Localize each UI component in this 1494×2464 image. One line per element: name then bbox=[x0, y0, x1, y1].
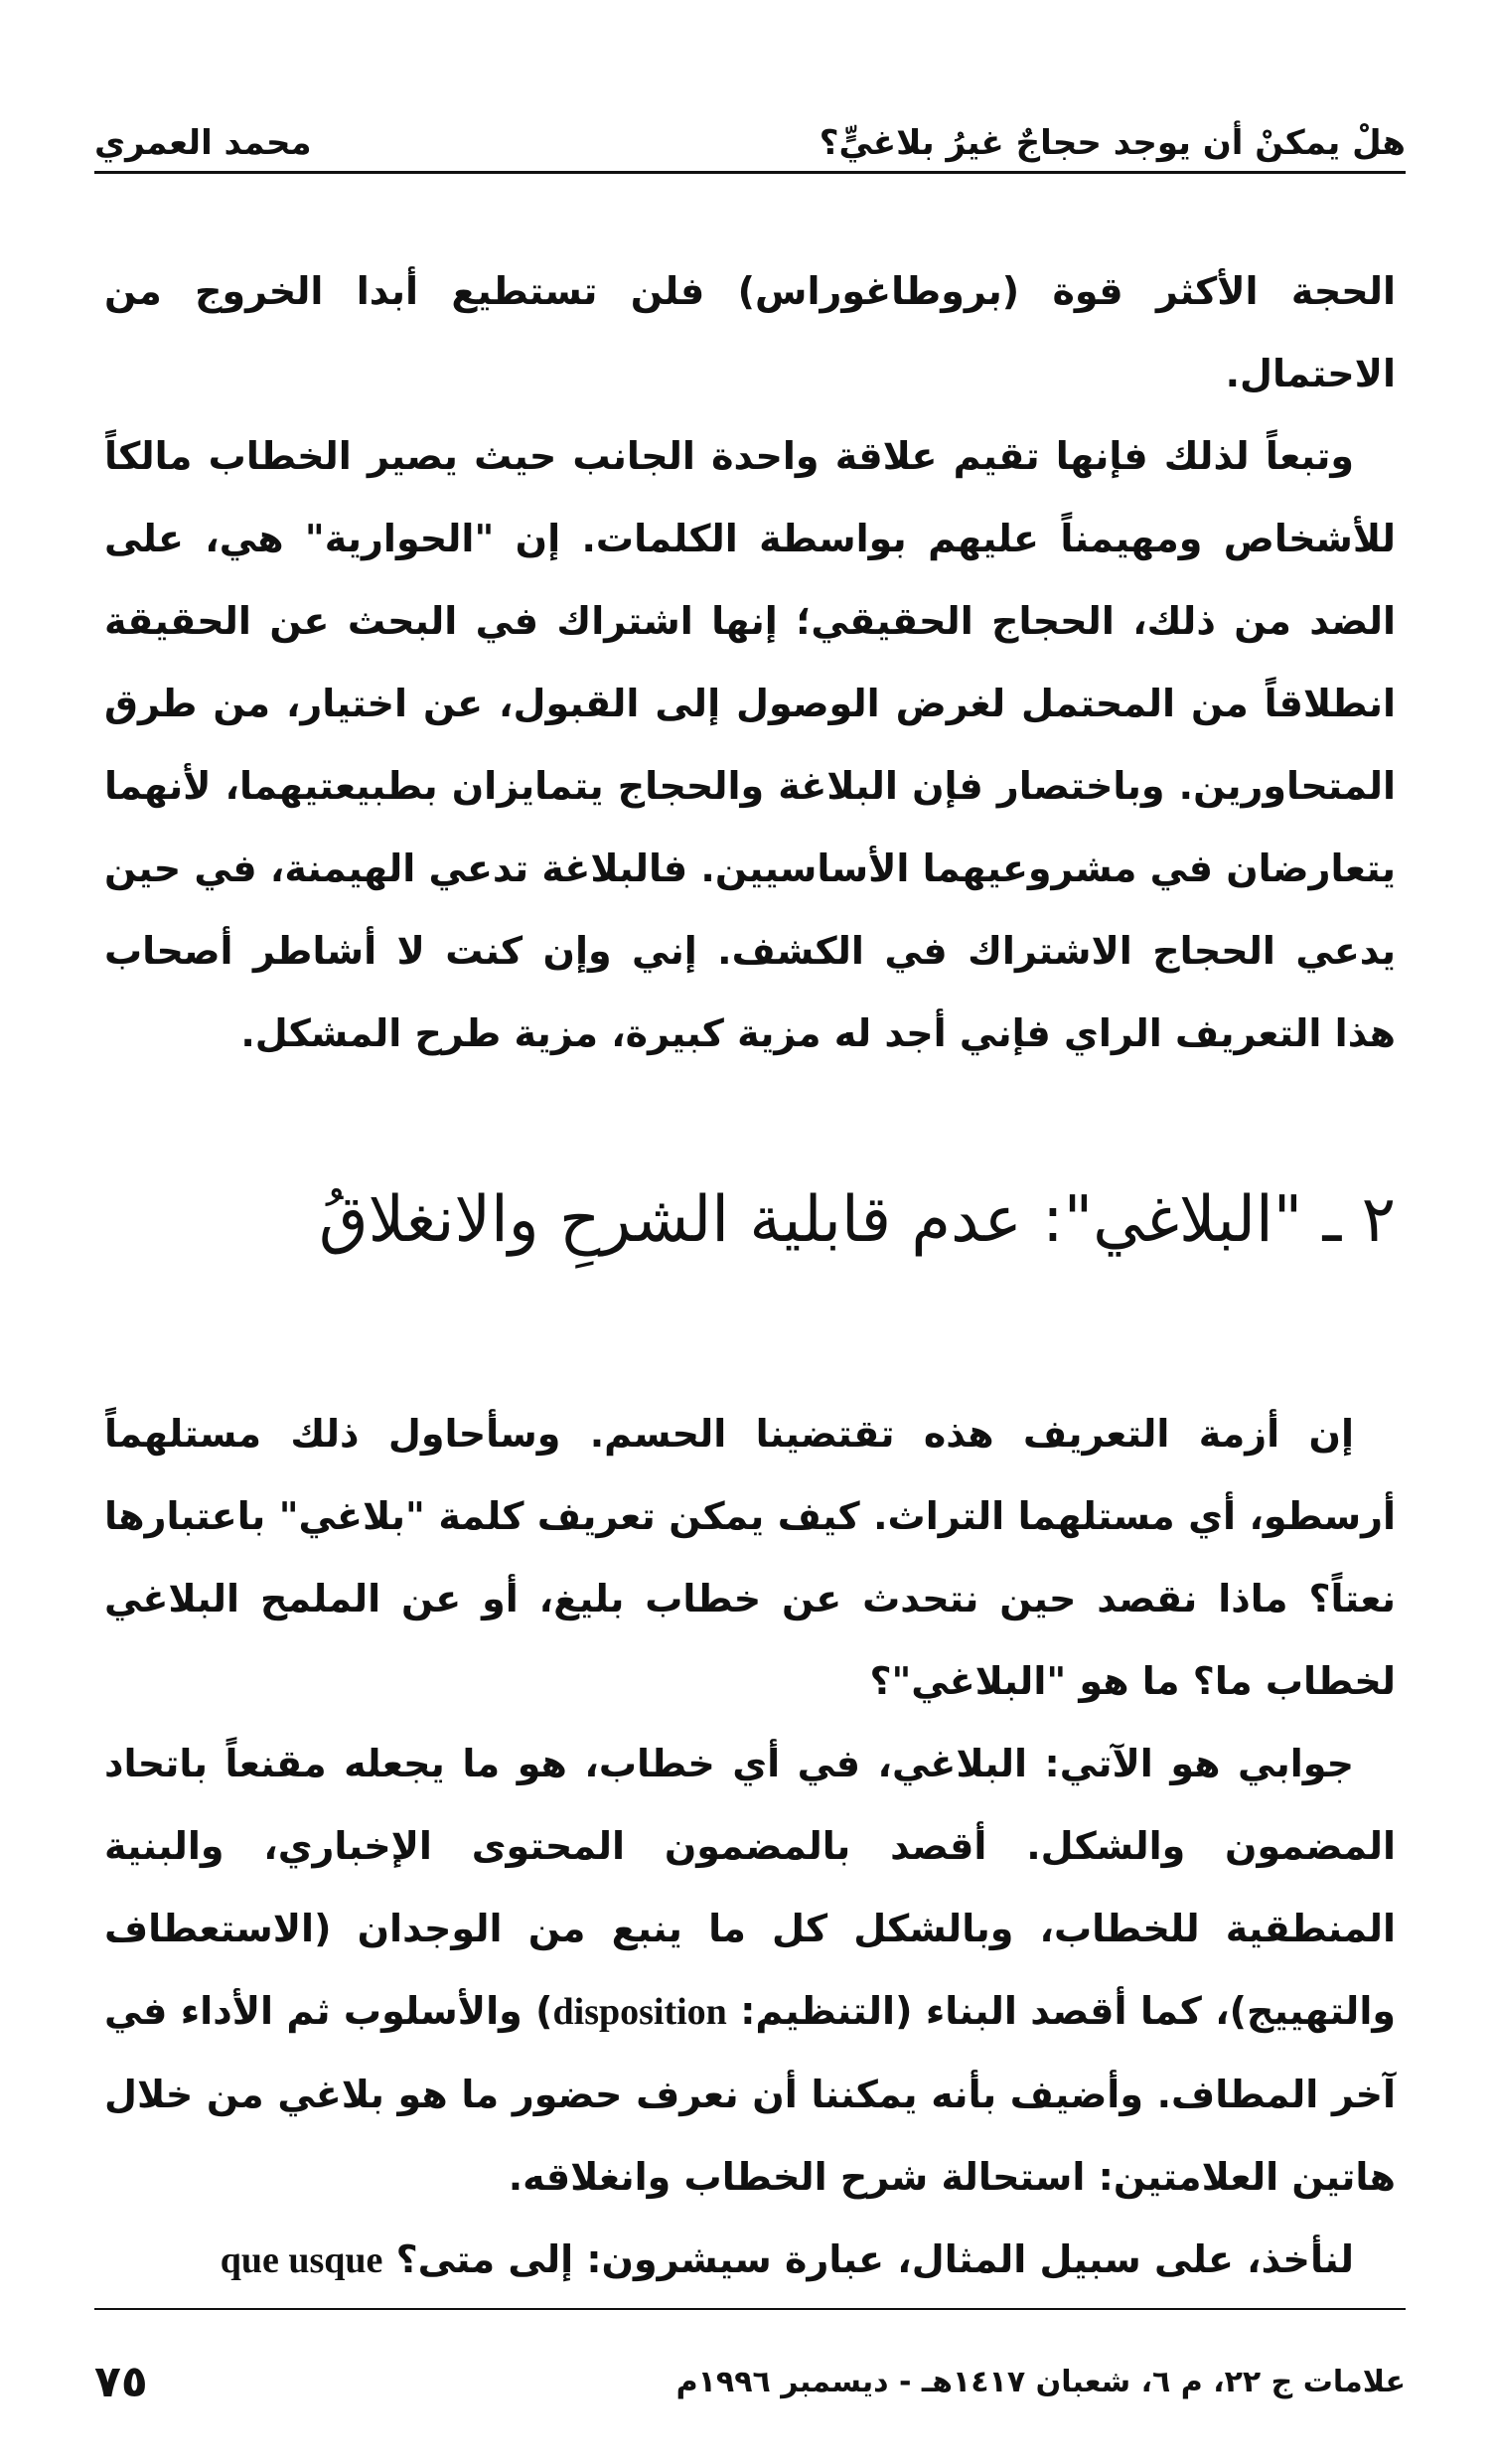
page-number: ٧٥ bbox=[94, 2356, 148, 2407]
author-name: محمد العمري bbox=[94, 123, 312, 163]
paragraph-text: ) والأسلوب ثم الأداء في آخر المطاف. وأضيف بأنه يمكننا أن نعرف حضور ما هو بلاغي من خلال هاتين العلامتين: استحالة شرح الخطاب وانغلاقه. bbox=[104, 1989, 1396, 2199]
latin-term: disposition bbox=[552, 1991, 727, 2033]
paragraph: إن أزمة التعريف هذه تقتضينا الحسم. وسأحاول ذلك مستلهماً أرسطو، أي مستلهما التراث. كيف يمكن تعريف كلمة "بلاغي" باعتبارها نعتاً؟ ماذا نقصد حين نتحدث عن خطاب بليغ، أو عن الملمح البلاغي لخطاب ما؟ ما هو "البلاغي"؟ bbox=[104, 1412, 1396, 1703]
page-footer bbox=[94, 2347, 1406, 2416]
latin-quote: que usque bbox=[220, 2239, 383, 2281]
running-header bbox=[94, 99, 1406, 163]
body-text-bottom bbox=[104, 1393, 1396, 2302]
footer-divider bbox=[94, 2308, 1406, 2310]
journal-citation: علامات ج ٢٢، م ٦، شعبان ١٤١٧هـ - ديسمبر ١٩٩٦م bbox=[675, 2364, 1406, 2399]
body-text-top bbox=[104, 250, 1396, 1075]
paragraph bbox=[104, 2219, 1396, 2302]
section-heading: ٢ ـ "البلاغي": عدم قابلية الشرحِ والانغلاقُ bbox=[318, 1183, 1396, 1257]
paragraph-text: جوابي هو الآتي: البلاغي، في أي خطاب، هو ما يجعله مقنعاً باتحاد المضمون والشكل. أقصد بالمضمون المحتوى الإخباري، والبنية المنطقية للخطاب، وبالشكل كل ما ينبع من الوجدان (الاستعطاف والتهييج)، كما أقصد البناء (التنظيم: bbox=[104, 1742, 1396, 2033]
header-divider bbox=[94, 171, 1406, 174]
paragraph: الحجة الأكثر قوة (بروطاغوراس) فلن تستطيع أبدا الخروج من الاحتمال. bbox=[104, 269, 1396, 395]
paragraph-text: لنأخذ، على سبيل المثال، عبارة سيشرون: إلى متى؟ bbox=[382, 2237, 1354, 2281]
article-title: هلْ يمكنْ أن يوجد حجاجٌ غيرُ بلاغيٍّ؟ bbox=[819, 123, 1406, 163]
paragraph: وتبعاً لذلك فإنها تقيم علاقة واحدة الجانب حيث يصير الخطاب مالكاً للأشخاص ومهيمناً عليهم بواسطة الكلمات. إن "الحوارية" هي، على الضد من ذلك، الحجاج الحقيقي؛ إنها اشتراك في البحث عن الحقيقة انطلاقاً من المحتمل لغرض الوصول إلى القبول، عن اختيار، من طرق المتحاورين. وباختصار فإن البلاغة والحجاج يتمايزان بطبيعتيهما، لأنهما يتعارضان في مشروعيهما الأساسيين. فالبلاغة تدعي الهيمنة، في حين يدعي الحجاج الاشتراك في الكشف. إني وإن كنت لا أشاطر أصحاب هذا التعريف الراي فإني أجد له مزية كبيرة، مزية طرح المشكل. bbox=[104, 434, 1396, 1055]
paragraph bbox=[104, 1723, 1396, 2219]
